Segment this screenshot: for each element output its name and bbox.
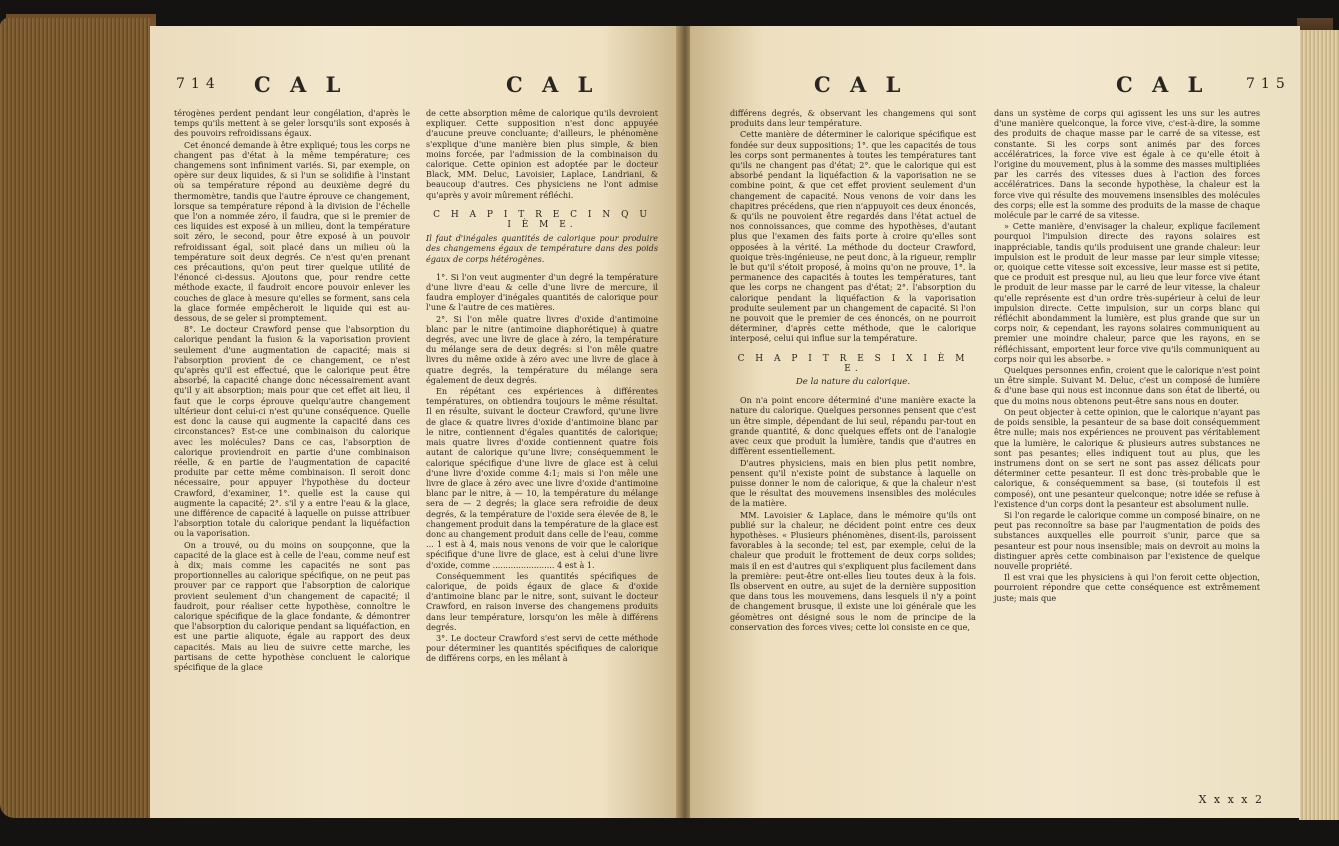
text-column-2 — [426, 108, 658, 665]
paragraph: Conséquemment les quantités spécifiques de calorique, de poids égaux de glace & d'oxide d'antimoine blanc par le nitre, sont, suivant le docteur Crawford, en raison inverse des changemens produits dans leur température, lorsqu'on les mêle à différens degrés. — [426, 570, 658, 632]
book-page-edge-right — [1299, 30, 1339, 820]
left-page — [150, 26, 680, 818]
running-head-left — [150, 72, 680, 98]
right-page — [690, 26, 1300, 818]
running-head-right — [690, 72, 1300, 98]
paragraph: dans un système de corps qui agissent les uns sur les autres d'une manière quelconque, la force vive, c'est-à-dire, la somme des produits de chaque masse par le carré de sa vitesse, est constante. Si les corps sont animés par des forces accélératrices, la force vive est égale à ce qu'elle étoit à l'origine du mouvement, plus à la somme des masses multipliées par les carrés des vitesses dues à l'action des forces accélératrices. Dans la seconde hypothèse, la chaleur est la force vive qui résulte des mouvemens insensibles des molécules des corps; elle est la somme des produits de la masse de chaque molécule par le carré de sa vitesse. — [994, 108, 1260, 221]
paragraph: 3°. Le docteur Crawford s'est servi de cette méthode pour déterminer les quantités spécifiques de calorique de différens corps, en les mêlant à — [426, 632, 658, 664]
text-column-2 — [994, 108, 1260, 604]
chapter-heading: C H A P I T R E S I X I È M E. — [737, 353, 969, 374]
page-number: 714 — [176, 76, 221, 92]
text-column-1 — [730, 108, 976, 633]
paragraph: On peut objecter à cette opinion, que le calorique n'ayant pas de poids sensible, la pesanteur de sa base doit conséquemment être nulle; mais nos expériences ne prouvent pas véritablement que la lumière, le calorique & plusieurs autres substances ne sont pas pesantes; elles indiquent tout au plus, que les instrumens dont on se sert ne sont pas assez délicats pour déterminer cette pesanteur. Il est donc très-probable que le calorique, & conséquemment sa base, (si toutefois il est composé), ont une pesanteur quelconque; notre idée se refuse à l'existence d'un corps dont la pesanteur est absolument nulle. — [994, 406, 1260, 509]
signature-mark: X x x x 2 — [1198, 793, 1264, 806]
paragraph: MM. Lavoisier & Laplace, dans le mémoire qu'ils ont publié sur la chaleur, ne décident point entre ces deux hypothèses. « Plusieurs phénomènes, disent-ils, paroissent favorables à la seconde; tel est, par exemple, celui de la chaleur que produit le frottement de deux corps solides; mais il en est d'autres qui s'expliquent plus facilement dans la première: peut-être ont-elles lieu toutes deux à la fois. Ils observent en outre, au sujet de la dernière supposition que dans tous les mouvemens, dans lesquels il n'y a point de changement brusque, il existe une loi générale que les géomètres ont désigné sous le nom de principe de la conservation des forces vives; cette loi consiste en ce que, — [730, 509, 976, 632]
paragraph: On n'a point encore déterminé d'une manière exacte la nature du calorique. Quelques personnes pensent que c'est un être simple, dépendant de lui seul, répandu par-tout en grande quantité, & donc quelques effets ont de l'analogie avec ceux que produit la lumière, tandis que d'autres en diffèrent essentiellement. — [730, 395, 976, 457]
page-number: 715 — [1246, 76, 1291, 92]
paragraph: 1°. Si l'on veut augmenter d'un degré la température d'une livre d'eau & celle d'une livre de mercure, il faudra employer d'inégales quantités de calorique pour l'une & l'autre de ces matières. — [426, 271, 658, 313]
paragraph: D'autres physiciens, mais en bien plus petit nombre, pensent qu'il n'existe point de substance à laquelle on puisse donner le nom de calorique, & que la chaleur n'est que le résultat des mouvemens insensibles des molécules de la matière. — [730, 457, 976, 509]
chapter-subtitle: De la nature du calorique. — [795, 377, 911, 388]
chapter-summary: Il faut d'inégales quantités de calorique pour produire des changemens égaux de température dans des poids égaux de corps hétérogènes. — [426, 233, 658, 264]
paragraph: différens degrés, & observant les changemens qui sont produits dans leur température. — [730, 108, 976, 129]
paragraph: Il est vrai que les physiciens à qui l'on feroit cette objection, pourroient répondre que cette conséquence est extrêmement juste; mais que — [994, 572, 1260, 603]
running-head-word: C A L — [506, 72, 599, 97]
paragraph: On a trouvé, ou du moins on soupçonne, que la capacité de la glace est à celle de l'eau, comme neuf est à dix; mais comme les capacités ne sont pas proportionnelles au calorique spécifique, on ne peut pas prouver par ce rapport que l'absorption de calorique provient seulement d'un changement de capacité; il faudroit, pour réaliser cette hypothèse, connoître le calorique spécifique de la glace fondante, & démontrer que l'absorption du calorique pendant sa liquéfaction, en est une partie aliquote, égale au rapport des deux capacités. Mais au lieu de suivre cette marche, les partisans de cette hypothèse concluent le calorique spécifique de la glace — [174, 539, 410, 672]
paragraph: Cette manière de déterminer le calorique spécifique est fondée sur deux suppositions; 1°. que les capacités de tous les corps sont permanentes à toutes les températures tant qu'ils ne changent pas d'état; 2°. que le calorique qui est absorbé pendant la liquéfaction & la vaporisation ne se combine point, & que cet effet provient seulement d'un changement de capacité. Nous venons de voir dans les chapitres précédens, que rien n'appuyoit ces deux énoncés, & qu'ils ne pouvoient être regardés dans l'état actuel de nos connoissances, que comme des hypothèses, d'autant plus que l'examen des faits porte à croire qu'elles sont opposées à la vérité. La méthode du docteur Crawford, quoique très-ingénieuse, ne peut donc, à la rigueur, remplir le but qu'il s'étoit proposé, à moins qu'on ne prouve, 1°. la permanence des capacités à toutes les températures, tant que les corps ne changent pas d'état; 2°. l'absorption du calorique pendant la liquéfaction & la vaporisation produite seulement par un changement de capacité. Si l'on ne pouvoit que le premier de ces énoncés, on ne pourroit déterminer, d'après cette méthode, que le calorique interposé, celui qui influe sur la température. — [730, 129, 976, 344]
chapter-heading: C H A P I T R E C I N Q U I È M E. — [433, 209, 651, 231]
running-head-word: C A L — [1116, 72, 1209, 97]
paragraph: En répétant ces expériences à différentes températures, on obtiendra toujours le même résultat. Il en résulte, suivant le docteur Crawford, qu'une livre de glace & quatre livres d'oxide d'antimoine blanc par le nitre, contiennent d'égales quantités de calorique; mais quatre livres d'oxide contiennent quatre fois autant de calorique qu'une livre; conséquemment le calorique spécifique d'une livre de glace est à celui d'une livre d'oxide comme 4:1; mais si l'on mêle une livre de glace à zéro avec une livre d'oxide d'antimoine blanc par le nitre, à — 10, la température du mélange sera de — 2 degrés; la glace sera refroidie de deux degrés, & la température de l'oxide sera élevée de 8, le changement produit dans la température de la glace est donc au changement produit dans celle de l'eau, comme ... 1 est à 4, mais nous venons de voir que le calorique spécifique d'une livre de glace, est à celui d'une livre d'oxide, comme ........................ 4 est à 1. — [426, 386, 658, 570]
paragraph: térogènes perdent pendant leur congélation, d'après le temps qu'ils mettent à se geler lorsqu'ils sont exposés à des pouvoirs refroidissans égaux. — [174, 108, 410, 139]
paragraph: de cette absorption même de calorique qu'ils devroient expliquer. Cette supposition n'est donc appuyée d'aucune preuve concluante; d'ailleurs, le phénomène s'explique d'une manière bien plus simple, & bien moins forcée, par l'admission de la combinaison du calorique. Cette opinion est adoptée par le docteur Black, MM. Deluc, Lavoisier, Laplace, Landriani, & beaucoup d'autres. Ces physiciens ne l'ont admise qu'après y avoir mûrement réfléchi. — [426, 108, 658, 200]
paragraph: Quelques personnes enfin, croient que le calorique n'est point un être simple. Suivant M. Deluc, c'est un composé de lumière & d'une base qui nous est inconnue dans son état de liberté, ou que du moins nous obtenons peut-être sans nous en douter. — [994, 365, 1260, 406]
book-page-edge-left — [0, 18, 150, 818]
running-head-word: C A L — [814, 72, 907, 97]
paragraph: 2°. Si l'on mêle quatre livres d'oxide d'antimoine blanc par le nitre (antimoine diaphorétique) à quatre degrés, avec une livre de glace à zéro, la température du mélange sera de deux degrés: si l'on mêle quatre livres du même oxide à zéro avec une livre de glace à quatre degrés, la température du mélange sera également de deux degrés. — [426, 313, 658, 385]
paragraph: 8°. Le docteur Crawford pense que l'absorption du calorique pendant la fusion & la vaporisation provient seulement d'une augmentation de capacité; mais si l'absorption provient de ce changement, ce n'est qu'après qu'il est effectué, que le calorique peut être absorbé, la capacité change donc nécessairement avant qu'il y ait absorption; mais pour que cet effet ait lieu, il faut que le corps éprouve quelqu'autre changement ultérieur dont celui-ci n'est qu'une conséquence. Quelle est donc la cause qui augmente la capacité dans ces circonstances? Est-ce une combinaison du calorique avec les molécules? Dans ce cas, l'absorption de calorique proviendroit en partie d'une combinaison réelle, & en partie de l'augmentation de capacité produite par cette même combinaison. Il seroit donc nécessaire, pour appuyer l'hypothèse du docteur Crawford, d'examiner, 1°. quelle est la cause qui augmente la capacité; 2°. s'il y a entre l'eau & la glace, une différence de capacité à laquelle on puisse attribuer l'absorption totale du calorique pendant la liquéfaction ou la vaporisation. — [174, 324, 410, 539]
running-head-word: C A L — [254, 72, 347, 97]
paragraph: » Cette manière, d'envisager la chaleur, explique facilement pourquoi l'impulsion directe des rayons solaires est inappréciable, tandis qu'ils produisent une grande chaleur: leur impulsion est le produit de leur masse par leur simple vitesse; or, quoique cette vitesse soit excessive, leur masse est si petite, que ce produit est presque nul, au lieu que leur force vive étant le produit de leur masse par le carré de leur vitesse, la chaleur qu'elle représente est d'un ordre très-supérieur à celui de leur impulsion directe. Cette impulsion, sur un corps blanc qui réfléchit abondamment la lumière, est plus grande que sur un corps noir, & cependant, les rayons solaires communiquent au premier une moindre chaleur, parce que les rayons, en se réfléchissant, emportent leur force vive qu'ils communiquent au corps noir qui les absorbe. » — [994, 221, 1260, 364]
paragraph: Si l'on regarde le calorique comme un composé binaire, on ne peut pas reconnoître sa base par l'augmentation de poids des substances auxquelles elle pourroit s'unir, parce que sa pesanteur est pour nous insensible; mais on devroit au moins la distinguer après cette combinaison par l'existence de quelque nouvelle propriété. — [994, 509, 1260, 571]
text-column-1 — [174, 108, 410, 673]
paragraph: Cet énoncé demande à être expliqué; tous les corps ne changent pas d'état à la même température; ces changemens sont infiniment variés. Si, par exemple, on opère sur deux liquides, & si l'un se solidifie à l'instant où sa température répond au deuxième degré du thermomètre, tandis que l'autre éprouve ce changement, lorsque sa température répond à la division de l'échelle que l'on a nommée zéro, il faudra, que si le premier de ces liquides est exposé à un milieu, dont la température soit zéro, le second, pour être exposé à un pouvoir refroidissant égal, soit placé dans un milieu où la température soit deux degrés. Ce n'est qu'en prenant ces précautions, qu'on peut tirer quelque utilité de l'énoncé ci-dessus. Ajoutons que, pour rendre cette méthode exacte, il faudroit encore pouvoir enlever les couches de glace à mesure qu'elles se forment, sans cela la glace formée empêcheroit le liquide qui est au-dessous, de se geler si promptement. — [174, 139, 410, 324]
